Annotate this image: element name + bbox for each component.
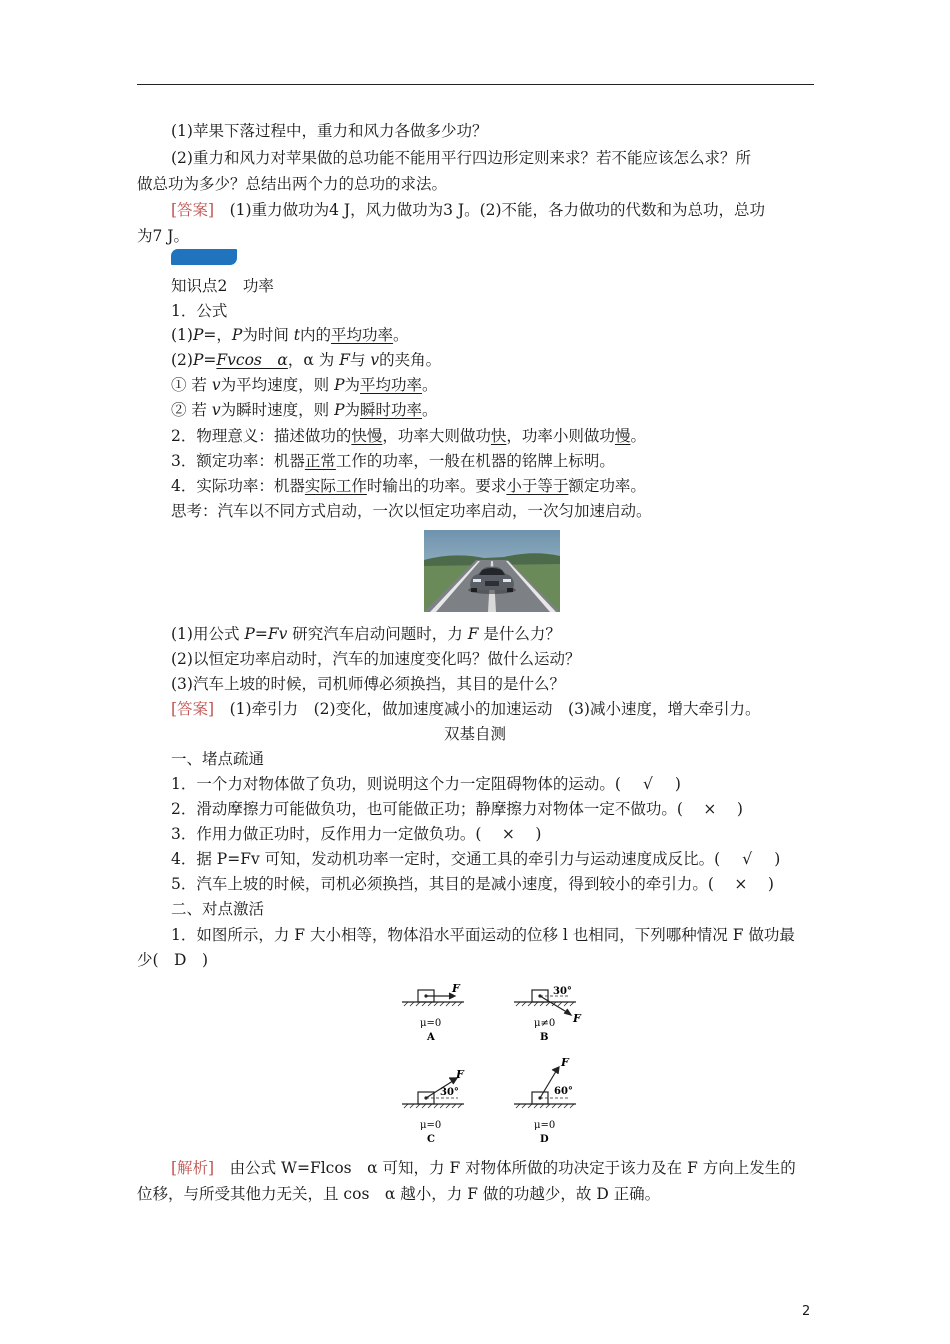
force-label-a: F — [452, 982, 460, 995]
judge-mark: × — [703, 800, 717, 818]
angle-c: 30° — [440, 1087, 459, 1098]
answer-tag: [答案] — [171, 700, 215, 718]
question-apple-1: (1)苹果下落过程中，重力和风力各做多少功？ — [171, 122, 488, 140]
analysis: [解析] 由公式 W=Flcos α 可知，力 F 对物体所做的功决定于该力及在 F 方向上发生的 — [171, 1159, 796, 1177]
question-apple-2b: 做总功为多少？总结出两个力的总功的求法。 — [137, 175, 448, 193]
angle-d: 60° — [554, 1086, 573, 1097]
self-test-title: 双基自测 — [443, 725, 506, 743]
mu-d: μ=0 — [534, 1120, 556, 1131]
option-b-label: B — [540, 1032, 549, 1043]
car-question-3: (3)汽车上坡的时候，司机师傅必须换挡，其目的是什么？ — [171, 675, 565, 693]
force-label-d: F — [561, 1056, 569, 1069]
blank-instant-power: 瞬时功率 — [360, 401, 423, 419]
problem-1-cont: 少( D ) — [137, 951, 209, 969]
formula-2: (2)P=Fvcos α，α 为 F与 v的夹角。 — [171, 351, 442, 369]
option-d-label: D — [540, 1134, 549, 1145]
car-question-2: (2)以恒定功率启动时，汽车的加速度变化吗？做什么运动？ — [171, 650, 581, 668]
answer-apple-cont: 为7 J。 — [137, 227, 190, 245]
mu-a: μ=0 — [420, 1018, 442, 1029]
header-rule — [137, 84, 814, 85]
analysis-cont: 位移，与所受其他力无关，且 cos α 越小，力 F 做的功越少，故 D 正确。 — [137, 1185, 661, 1203]
judge-item-3: 3．作用力做正功时，反作用力一定做负功。( × ) — [171, 825, 542, 843]
angle-b: 30° — [553, 986, 572, 997]
section-2-title: 二、对点激活 — [171, 900, 265, 918]
judge-mark: √ — [742, 850, 753, 868]
option-a-label: A — [427, 1032, 435, 1043]
car-answer: [答案] (1)牵引力 (2)变化，做加速度减小的加速运动 (3)减小速度，增大牵引力。 — [171, 700, 761, 718]
figure-force-diagrams — [398, 982, 588, 1152]
force-label-c: F — [456, 1068, 464, 1081]
mu-b: μ≠0 — [534, 1018, 556, 1029]
think-prompt: 思考：汽车以不同方式启动，一次以恒定功率启动，一次匀加速启动。 — [171, 502, 652, 520]
judge-item-4: 4．据 P=Fv 可知，发动机功率一定时，交通工具的牵引力与运动速度成反比。( √ ) — [171, 850, 781, 868]
section-1-title: 一、堵点疏通 — [171, 750, 265, 768]
formula-title: 1．公式 — [171, 302, 228, 320]
answer-tag: [答案] — [171, 201, 215, 219]
answer-apple-text: (1)重力做功为4 J，风力做功为3 J。(2)不能，各力做功的代数和为总功，总功 — [229, 201, 766, 219]
answer-apple — [171, 200, 765, 220]
blank-average-power-2: 平均功率 — [360, 376, 423, 394]
force-label-b: F — [573, 1012, 581, 1025]
case-2: ② 若 v为瞬时速度，则 P为瞬时功率。 — [171, 401, 438, 419]
judge-mark: × — [734, 875, 748, 893]
judge-item-1: 1．一个力对物体做了负功，则说明这个力一定阻碍物体的运动。( √ ) — [171, 775, 681, 793]
case-1: ① 若 v为平均速度，则 P为平均功率。 — [171, 376, 438, 394]
judge-mark: × — [501, 825, 515, 843]
section-banner — [171, 249, 237, 265]
question-apple-2a: (2)重力和风力对苹果做的总功能不能用平行四边形定则来求？若不能应该怎么求？所 — [171, 149, 751, 167]
judge-item-5: 5．汽车上坡的时候，司机必须换挡，其目的是减小速度，得到较小的牵引力。( × ) — [171, 875, 774, 893]
problem-1: 1．如图所示，力 F 大小相等，物体沿水平面运动的位移 l 也相同，下列哪种情况 F 做功最 — [171, 926, 795, 944]
meaning: 2．物理意义：描述做功的快慢，功率大则做功快，功率小则做功慢。 — [171, 427, 646, 445]
actual-power: 4．实际功率：机器实际工作时输出的功率。要求小于等于额定功率。 — [171, 477, 646, 495]
rated-power: 3．额定功率：机器正常工作的功率，一般在机器的铭牌上标明。 — [171, 452, 615, 470]
page-number: 2 — [802, 1304, 811, 1319]
mu-c: μ=0 — [420, 1120, 442, 1131]
car-photo — [424, 530, 560, 612]
blank-formula: Fvcos α — [216, 351, 288, 369]
judge-mark: √ — [642, 775, 653, 793]
judge-item-2: 2．滑动摩擦力可能做负功，也可能做正功；静摩擦力对物体一定不做功。( × ) — [171, 800, 743, 818]
option-c-label: C — [427, 1134, 435, 1145]
kp2-heading: 知识点2 功率 — [171, 277, 274, 295]
car-question-1: (1)用公式 P=Fv 研究汽车启动问题时，力 F 是什么力？ — [171, 625, 561, 643]
formula-1: (1)P=，P为时间 t内的平均功率。 — [171, 326, 409, 344]
analysis-tag: [解析] — [171, 1159, 215, 1177]
blank-average-power: 平均功率 — [331, 326, 394, 344]
